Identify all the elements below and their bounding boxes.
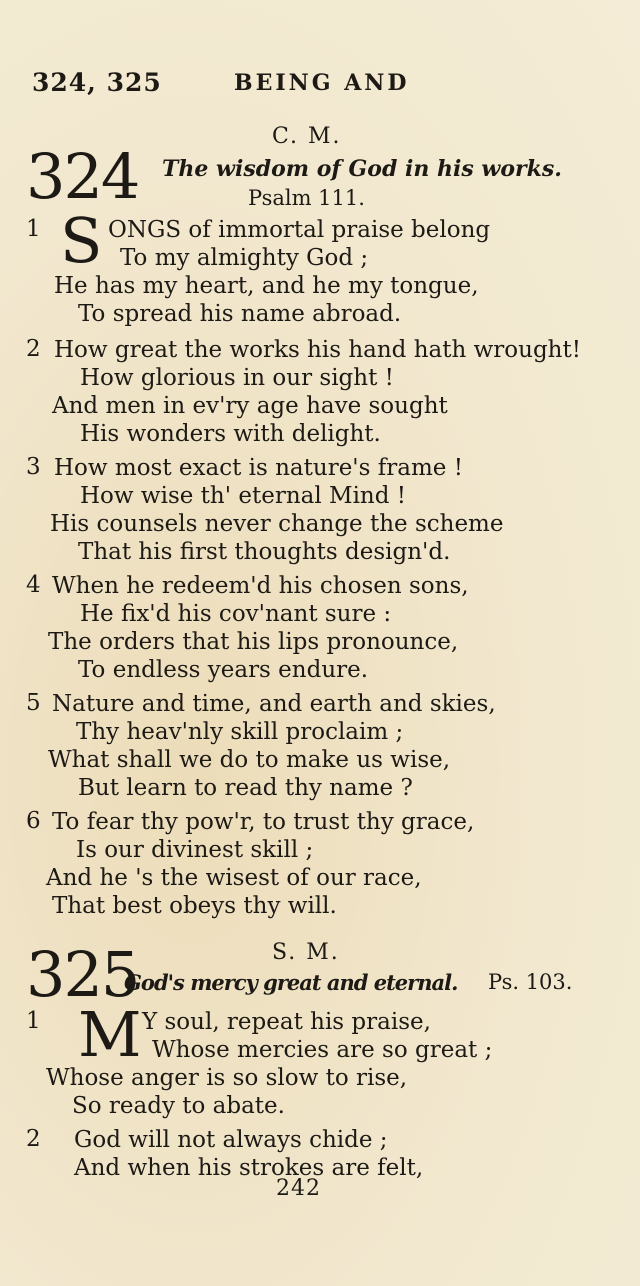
verse-line: Whose anger is so slow to rise,: [46, 1065, 408, 1091]
verse-line: And men in ev'ry age have sought: [52, 393, 448, 419]
hymn-title: The wisdom of God in his works.: [162, 156, 562, 182]
verse-line: Y soul, repeat his praise,: [142, 1009, 431, 1035]
verse-line: So ready to abate.: [72, 1093, 285, 1119]
verse-line: But learn to read thy name ?: [78, 775, 413, 801]
hymn-meter: S. M.: [272, 940, 340, 965]
drop-cap: M: [78, 998, 142, 1071]
running-head-title: BEING AND: [234, 70, 410, 96]
verse-line: How great the works his hand hath wrought!: [54, 337, 581, 363]
verse-line: How wise th' eternal Mind !: [80, 483, 407, 509]
verse-line: To spread his name abroad.: [78, 301, 402, 327]
stanza-number: 1: [26, 1008, 41, 1034]
stanza-number: 4: [26, 572, 41, 598]
stanza-number: 2: [26, 1126, 41, 1152]
stanza-number: 2: [26, 336, 41, 362]
verse-line: And he 's the wisest of our race,: [46, 865, 422, 891]
verse-line: The orders that his lips pronounce,: [48, 629, 459, 655]
verse-line: He has my heart, and he my tongue,: [54, 273, 479, 299]
hymn-title: God's mercy great and eternal.: [124, 970, 458, 995]
verse-line: ONGS of immortal praise belong: [108, 217, 491, 243]
verse-line: His counsels never change the scheme: [50, 511, 504, 537]
verse-line: Is our divinest skill ;: [76, 837, 314, 863]
verse-line: To endless years endure.: [78, 657, 369, 683]
hymn-number: 325: [26, 938, 139, 1011]
hymn-reference: Psalm 111.: [248, 186, 365, 210]
verse-line: He fix'd his cov'nant sure :: [80, 601, 392, 627]
hymn-reference: Ps. 103.: [488, 970, 573, 994]
verse-line: How most exact is nature's frame !: [54, 455, 463, 481]
verse-line: To my almighty God ;: [120, 245, 369, 271]
verse-line: His wonders with delight.: [80, 421, 381, 447]
verse-line: That his first thoughts design'd.: [78, 539, 451, 565]
stanza-number: 1: [26, 216, 41, 242]
verse-line: And when his strokes are felt,: [74, 1155, 424, 1181]
page-number: 242: [276, 1176, 321, 1201]
verse-line: That best obeys thy will.: [52, 893, 337, 919]
running-head-hymn-numbers: 324, 325: [32, 68, 162, 97]
verse-line: Whose mercies are so great ;: [152, 1037, 493, 1063]
stanza-number: 5: [26, 690, 41, 716]
running-head: [32, 68, 592, 104]
verse-line: Thy heav'nly skill proclaim ;: [76, 719, 404, 745]
hymn-meter: C. M.: [272, 124, 342, 149]
verse-line: God will not always chide ;: [74, 1127, 388, 1153]
verse-line: Nature and time, and earth and skies,: [52, 691, 496, 717]
stanza-number: 3: [26, 454, 41, 480]
stanza-number: 6: [26, 808, 41, 834]
verse-line: When he redeem'd his chosen sons,: [52, 573, 469, 599]
verse-line: How glorious in our sight !: [80, 365, 394, 391]
hymn-number: 324: [26, 140, 139, 213]
verse-line: To fear thy pow'r, to trust thy grace,: [52, 809, 475, 835]
verse-line: What shall we do to make us wise,: [48, 747, 451, 773]
drop-cap: S: [60, 204, 103, 277]
